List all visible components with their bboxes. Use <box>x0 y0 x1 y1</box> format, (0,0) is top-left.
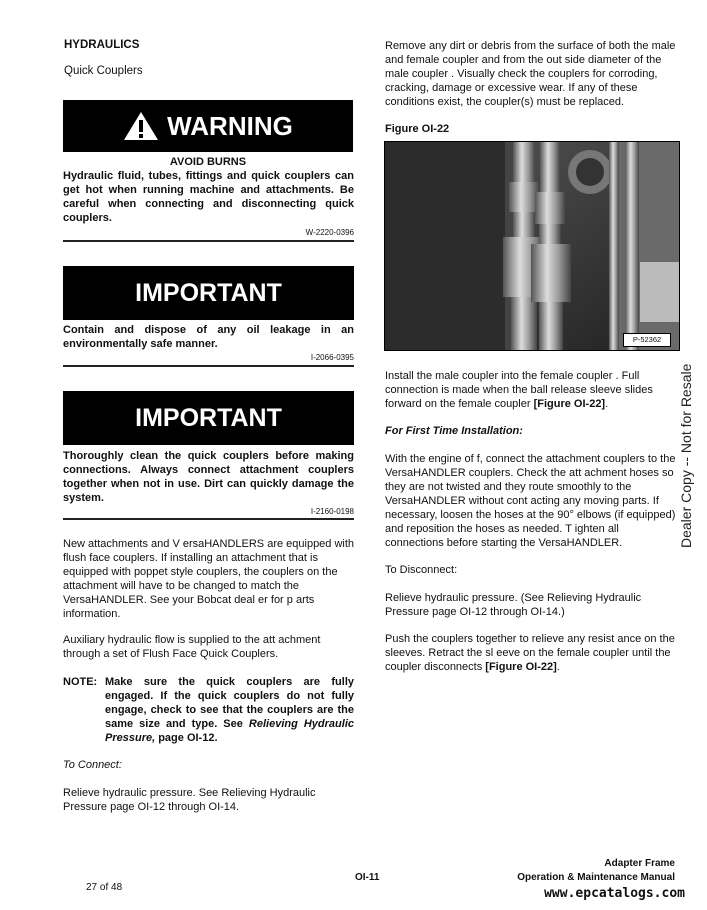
section-heading: HYDRAULICS <box>64 39 140 51</box>
important-banner-label: IMPORTANT <box>135 278 282 307</box>
important-text: Contain and dispose of any oil leakage in an environmentally safe manner. <box>63 324 354 350</box>
important-banner-2 <box>63 391 354 445</box>
note-link[interactable]: Relieving Hydraulic Pressure, <box>105 718 354 744</box>
divider <box>63 365 354 367</box>
push-text: Push the couplers together to relieve any resist ance on the sleeves. Retract the sl eeve on the female coupler until the coupler disconnects <box>385 633 675 673</box>
note-label: NOTE: <box>63 676 98 688</box>
important-banner <box>63 266 354 320</box>
figure-label: Figure OI-22 <box>385 123 450 135</box>
paragraph-relieve: Relieve hydraulic pressure. See Relieving Hydraulic Pressure page OI-12 through OI-14. <box>63 787 316 813</box>
important-code: I-2066-0395 <box>310 353 354 362</box>
paragraph-push <box>385 632 677 674</box>
paragraph-install <box>385 369 677 411</box>
paragraph-relieve-right: Relieve hydraulic pressure. (See Relieving Hydraulic Pressure page OI-12 through OI-14.) <box>385 592 642 618</box>
footer-section: Adapter Frame <box>604 858 675 869</box>
warning-banner-label: WARNING <box>167 110 293 141</box>
warning-title: AVOID BURNS <box>169 156 247 168</box>
to-connect-heading: To Connect: <box>63 759 122 771</box>
footer-manual: Operation & Maintenance Manual <box>517 872 675 883</box>
coupler-photo-illustration <box>385 142 679 350</box>
important-banner-label-2: IMPORTANT <box>135 403 282 432</box>
warning-banner <box>63 100 353 152</box>
warning-text: Hydraulic fluid, tubes, fittings and quick couplers can get hot when running machine and attachments. Be careful when connecting and disconnecting quick couplers. <box>63 170 354 224</box>
figure-code: P-52362 <box>623 333 671 347</box>
warning-code: W-2220-0396 <box>305 228 354 237</box>
figure-ref-2[interactable]: [Figure OI-22] <box>485 661 557 673</box>
note-body: Make sure the quick couplers are fully engaged. If the quick couplers do not fully engage, check to see that the couplers are the same size and type. See <box>105 676 354 730</box>
footer-website[interactable]: www.epcatalogs.com <box>544 886 685 901</box>
divider <box>63 240 354 242</box>
warning-triangle-icon <box>123 111 159 141</box>
page-count: 27 of 48 <box>86 882 123 893</box>
push-end: . <box>556 661 560 673</box>
figure-ref[interactable]: [Figure OI-22] <box>533 398 606 410</box>
install-text: Install the male coupler into the female coupler . Full connection is made when the ball release sleeve slides forward on the female coupler <box>385 370 653 410</box>
to-disconnect-heading: To Disconnect: <box>385 564 458 576</box>
divider <box>63 518 354 520</box>
important-text-2: Thoroughly clean the quick couplers before making connections. Always connect attachment couplers together when not in use. Dirt can quickly damage the system. <box>63 450 354 504</box>
important-code-2: I-2160-0198 <box>310 507 354 516</box>
subheading: Quick Couplers <box>64 65 143 77</box>
figure-photo <box>384 141 680 351</box>
paragraph-attachments: New attachments and V ersaHANDLERS are equipped with flush face couplers. If installing an attachment that is equipped with poppet style couplers, the couplers on the attachment will have to be changed to match the VersaHANDLER. See your Bobcat deal er for p arts information. <box>63 538 355 620</box>
paragraph-first-time: With the engine of f, connect the attachment couplers to the VersaHANDLER couplers. Check the att achment hoses so they are not twisted and they route smoothly to the VersaHANDLER without cont acting any moving parts. If necessary, loosen the hoses at the 90° elbows (if equipped) and reposition the hoses as needed. T ighten all connections before starting the VersaHANDLER. <box>385 453 676 549</box>
note-end: page OI-12. <box>155 732 218 744</box>
paragraph-remove-dirt: Remove any dirt or debris from the surface of both the male and female coupler and from the out side diameter of the male coupler . Visually check the couplers for corroding, cracking, damage or excessive wear. If any of these conditions exist, the coupler(s) must be replaced. <box>385 40 676 108</box>
note-text <box>105 675 354 745</box>
first-time-heading: For First Time Installation: <box>385 425 523 437</box>
install-end: . <box>605 398 609 410</box>
paragraph-auxiliary: Auxiliary hydraulic flow is supplied to the att achment through a set of Flush Face Quick Couplers. <box>63 634 321 660</box>
page-number: OI-11 <box>355 872 380 883</box>
side-watermark: Dealer Copy -- Not for Resale <box>678 363 694 548</box>
